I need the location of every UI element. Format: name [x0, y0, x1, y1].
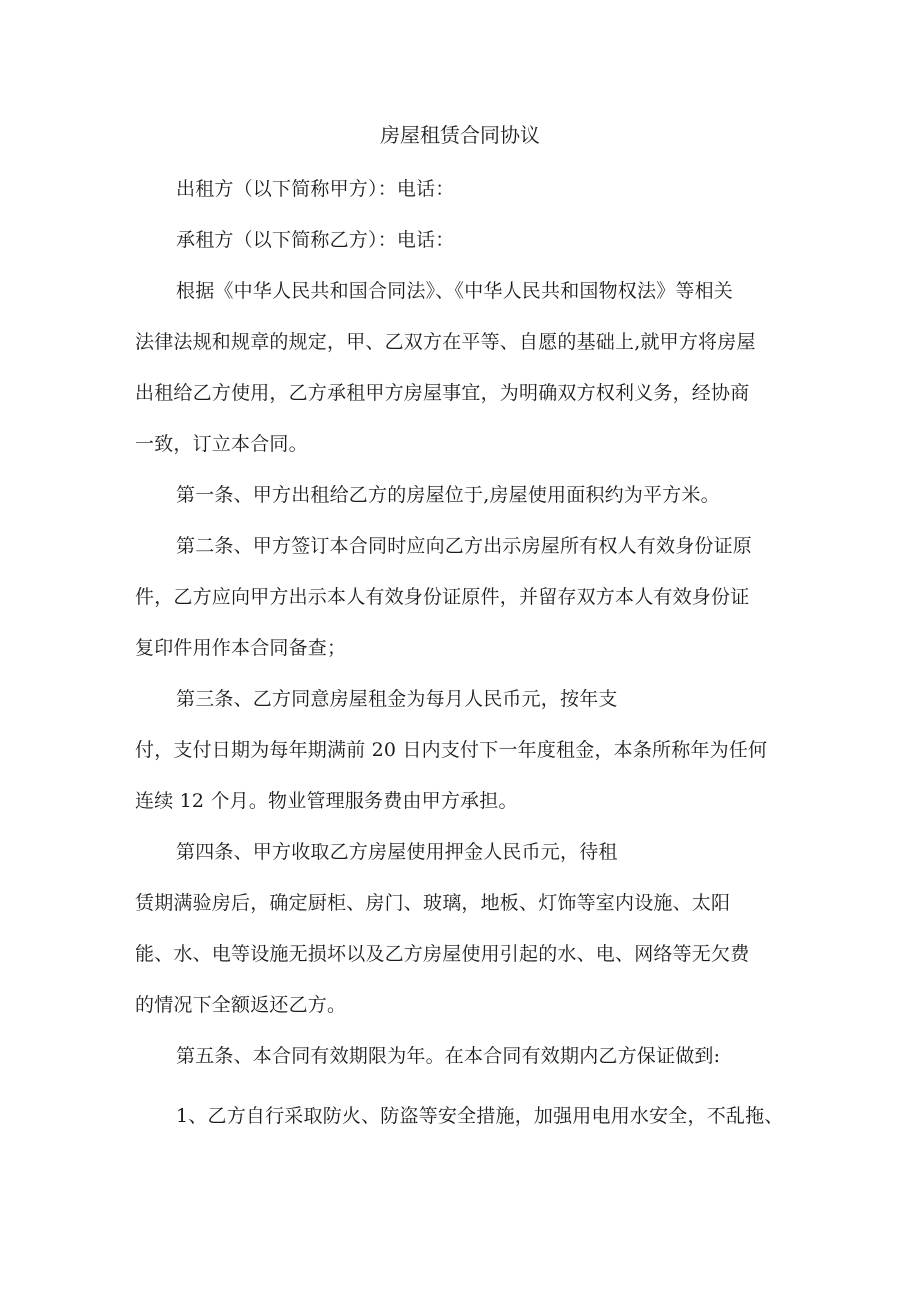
clause-1-line-1: 1、乙方自行采取防火、防盗等安全措施，加强用电用水安全，不乱拖、	[176, 1105, 784, 1127]
preamble-line-4: 一致，订立本合同。	[135, 433, 308, 455]
document-title: 房屋租赁合同协议	[380, 123, 540, 147]
preamble-line-2: 法律法规和规章的规定，甲、乙双方在平等、自愿的基础上,就甲方将房屋	[135, 331, 756, 353]
article-4-line-2: 赁期满验房后，确定厨柜、房门、玻璃，地板、灯饰等室内设施、太阳	[135, 892, 731, 914]
article-4-line-4: 的情况下全额返还乙方。	[135, 994, 347, 1016]
article-2-line-2: 件，乙方应向甲方出示本人有效身份证原件，并留存双方本人有效身份证	[135, 586, 750, 608]
article-3-line-3: 连续 12 个月。物业管理服务费由甲方承担。	[135, 790, 518, 812]
article-4-line-3: 能、水、电等设施无损坏以及乙方房屋使用引起的水、电、网络等无欠费	[135, 943, 750, 965]
article-1-line-1: 第一条、甲方出租给乙方的房屋位于,房屋使用面积约为平方米。	[176, 484, 720, 506]
article-2-line-1: 第二条、甲方签订本合同时应向乙方出示房屋所有权人有效身份证原	[176, 535, 753, 557]
article-5-line-1: 第五条、本合同有效期限为年。在本合同有效期内乙方保证做到:	[176, 1045, 721, 1067]
party-a-line: 出租方（以下简称甲方）：电话：	[176, 178, 455, 200]
article-3-line-2: 付，支付日期为每年期满前 20 日内支付下一年度租金，本条所称年为任何	[135, 739, 768, 761]
article-3-line-1: 第三条、乙方同意房屋租金为每月人民币元，按年支	[176, 688, 618, 710]
article-2-line-3: 复印件用作本合同备查；	[135, 637, 347, 659]
article-4-line-1: 第四条、甲方收取乙方房屋使用押金人民币元，待租	[176, 841, 618, 863]
party-b-line: 承租方（以下简称乙方）：电话：	[176, 229, 455, 251]
preamble-line-1: 根据《中华人民共和国合同法》、《中华人民共和国物权法》等相关	[176, 280, 734, 302]
preamble-line-3: 出租给乙方使用，乙方承租甲方房屋事宜，为明确双方权利义务，经协商	[135, 382, 750, 404]
